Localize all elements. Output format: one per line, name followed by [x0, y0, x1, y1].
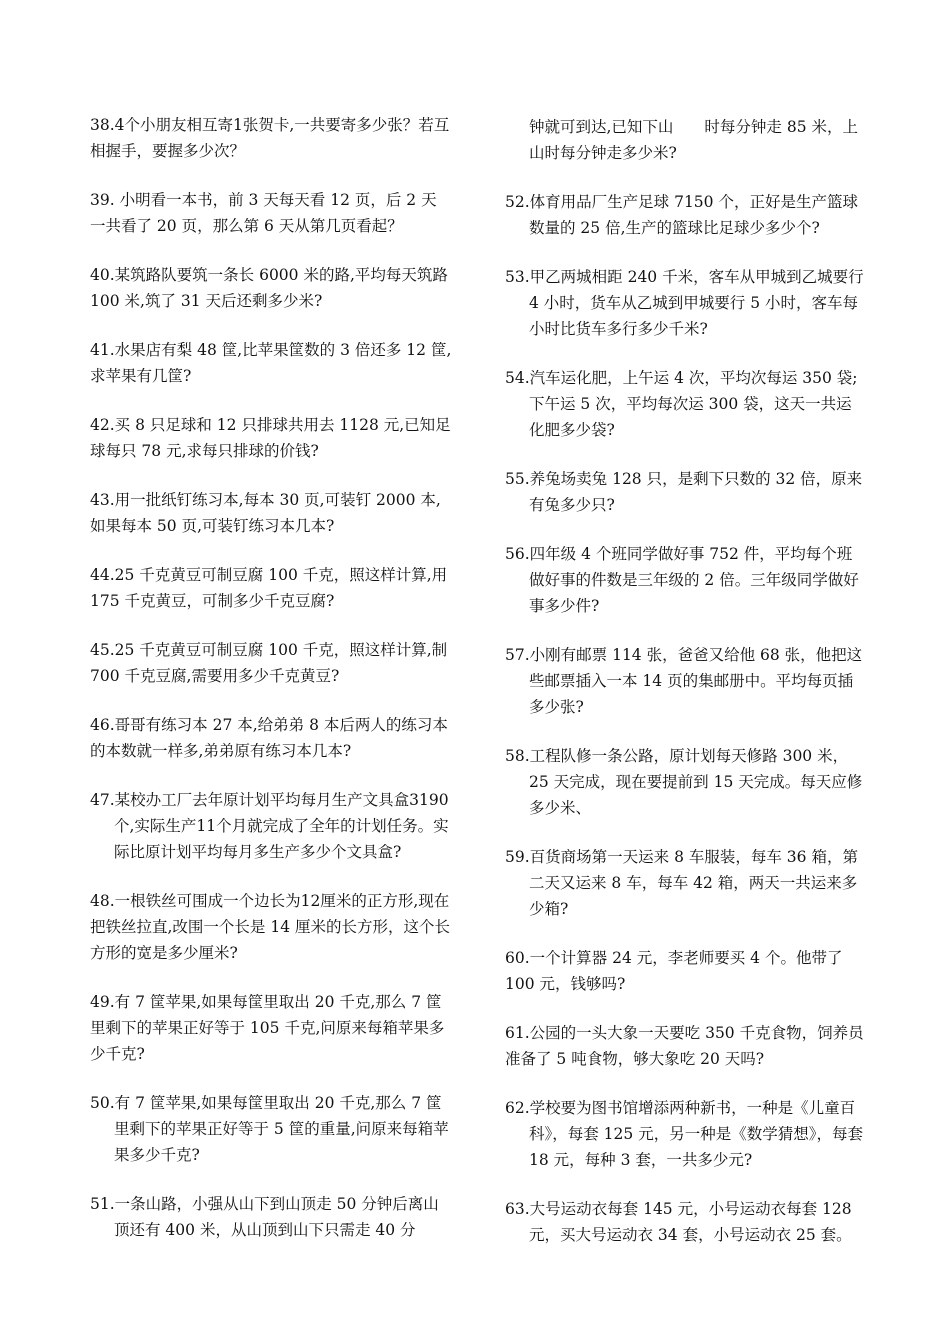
- question-54: 54.汽车运化肥，上午运 4 次，平均次每运 350 袋;下午运 5 次，平均每次运 300 袋，这天一共运化肥多少袋?: [505, 369, 858, 439]
- question-50: 50.有 7 筐苹果,如果每筐里取出 20 千克,那么 7 筐里剩下的苹果正好等于 5 筐的重量,问原来每箱苹果多少千克?: [90, 1094, 449, 1164]
- question-47: 47.某校办工厂去年原计划平均每月生产文具盒3190个,实际生产11个月就完成了全年的计划任务。实际比原计划平均每月多生产多少个文具盒?: [90, 791, 449, 861]
- question-41: 41.水果店有梨 48 筐,比苹果筐数的 3 倍还多 12 筐,求苹果有几筐?: [90, 341, 452, 385]
- question-45: 45.25 千克黄豆可制豆腐 100 千克，照这样计算,制 700 千克豆腐,需要用多少千克黄豆?: [90, 641, 448, 685]
- left-column: [90, 112, 452, 1266]
- question-51: 51.一条山路，小强从山下到山顶走 50 分钟后离山顶还有 400 米，从山顶到山下只需走 40 分: [90, 1195, 439, 1239]
- question-43: 43.用一批纸钉练习本,每本 30 页,可装钉 2000 本,如果每本 50 页,可装钉练习本几本?: [90, 491, 441, 535]
- question-61: 61.公园的一头大象一天要吃 350 千克食物，饲养员准备了 5 吨食物，够大象吃 20 天吗?: [505, 1024, 864, 1068]
- question-63: 63.大号运动衣每套 145 元，小号运动衣每套 128 元，买大号运动衣 34 套，小号运动衣 25 套。: [505, 1200, 852, 1244]
- question-60: 60.一个计算器 24 元，李老师要买 4 个。他带了 100 元，钱够吗?: [505, 949, 843, 993]
- question-62: 62.学校要为图书馆增添两种新书，一种是《儿童百科》，每套 125 元，另一种是《数学猜想》，每套 18 元，每种 3 套，一共多少元?: [505, 1099, 863, 1169]
- question-44: 44.25 千克黄豆可制豆腐 100 千克，照这样计算,用 175 千克黄豆，可制多少千克豆腐?: [90, 566, 448, 610]
- question-58: 58.工程队修一条公路，原计划每天修路 300 米，25 天完成，现在要提前到 15 天完成。每天应修多少米、: [505, 747, 863, 817]
- question-55: 55.养兔场卖兔 128 只，是剩下只数的 32 倍，原来有兔多少只?: [505, 470, 863, 514]
- question-56: 56.四年级 4 个班同学做好事 752 件，平均每个班做好事的件数是三年级的 2 倍。三年级同学做好事多少件?: [505, 545, 859, 615]
- question-46: 46.哥哥有练习本 27 本,给弟弟 8 本后两人的练习本的本数就一样多,弟弟原有练习本几本?: [90, 716, 448, 760]
- right-column: [505, 114, 865, 1271]
- question-59: 59.百货商场第一天运来 8 车服装，每车 36 箱，第二天又运来 8 车，每车 42 箱，两天一共运来多少箱?: [505, 848, 858, 918]
- question-42: 42.买 8 只足球和 12 只排球共用去 1128 元,已知足球每只 78 元,求每只排球的价钱?: [90, 416, 451, 460]
- question-38: 38.4个小朋友相互寄1张贺卡,一共要寄多少张？若互相握手，要握多少次？: [90, 116, 450, 160]
- question-52: 52.体育用品厂生产足球 7150 个，正好是生产篮球数量的 25 倍,生产的篮球比足球少多少个?: [505, 193, 858, 237]
- question-57: 57.小刚有邮票 114 张，爸爸又给他 68 张，他把这些邮票插入一本 14 页的集邮册中。平均每页插多少张?: [505, 646, 863, 716]
- question-49: 49.有 7 筐苹果,如果每筐里取出 20 千克,那么 7 筐里剩下的苹果正好等于 105 千克,问原来每箱苹果多少千克?: [90, 993, 445, 1063]
- question-48: 48.一根铁丝可围成一个边长为12厘米的正方形,现在把铁丝拉直,改围一个长是 14 厘米的长方形，这个长方形的宽是多少厘米?: [90, 892, 451, 962]
- question-39: 39. 小明看一本书，前 3 天每天看 12 页，后 2 天一共看了 20 页，那么第 6 天从第几页看起？: [90, 191, 437, 235]
- question-40: 40.某筑路队要筑一条长 6000 米的路,平均每天筑路 100 米,筑了 31 天后还剩多少米?: [90, 266, 448, 310]
- question-51-continued: 钟就可到达,已知下山 时每分钟走 85 米，上山时每分钟走多少米?: [529, 118, 859, 162]
- question-53: 53.甲乙两城相距 240 千米，客车从甲城到乙城要行 4 小时，货车从乙城到甲城要行 5 小时，客车每小时比货车多行多少千米?: [505, 268, 864, 338]
